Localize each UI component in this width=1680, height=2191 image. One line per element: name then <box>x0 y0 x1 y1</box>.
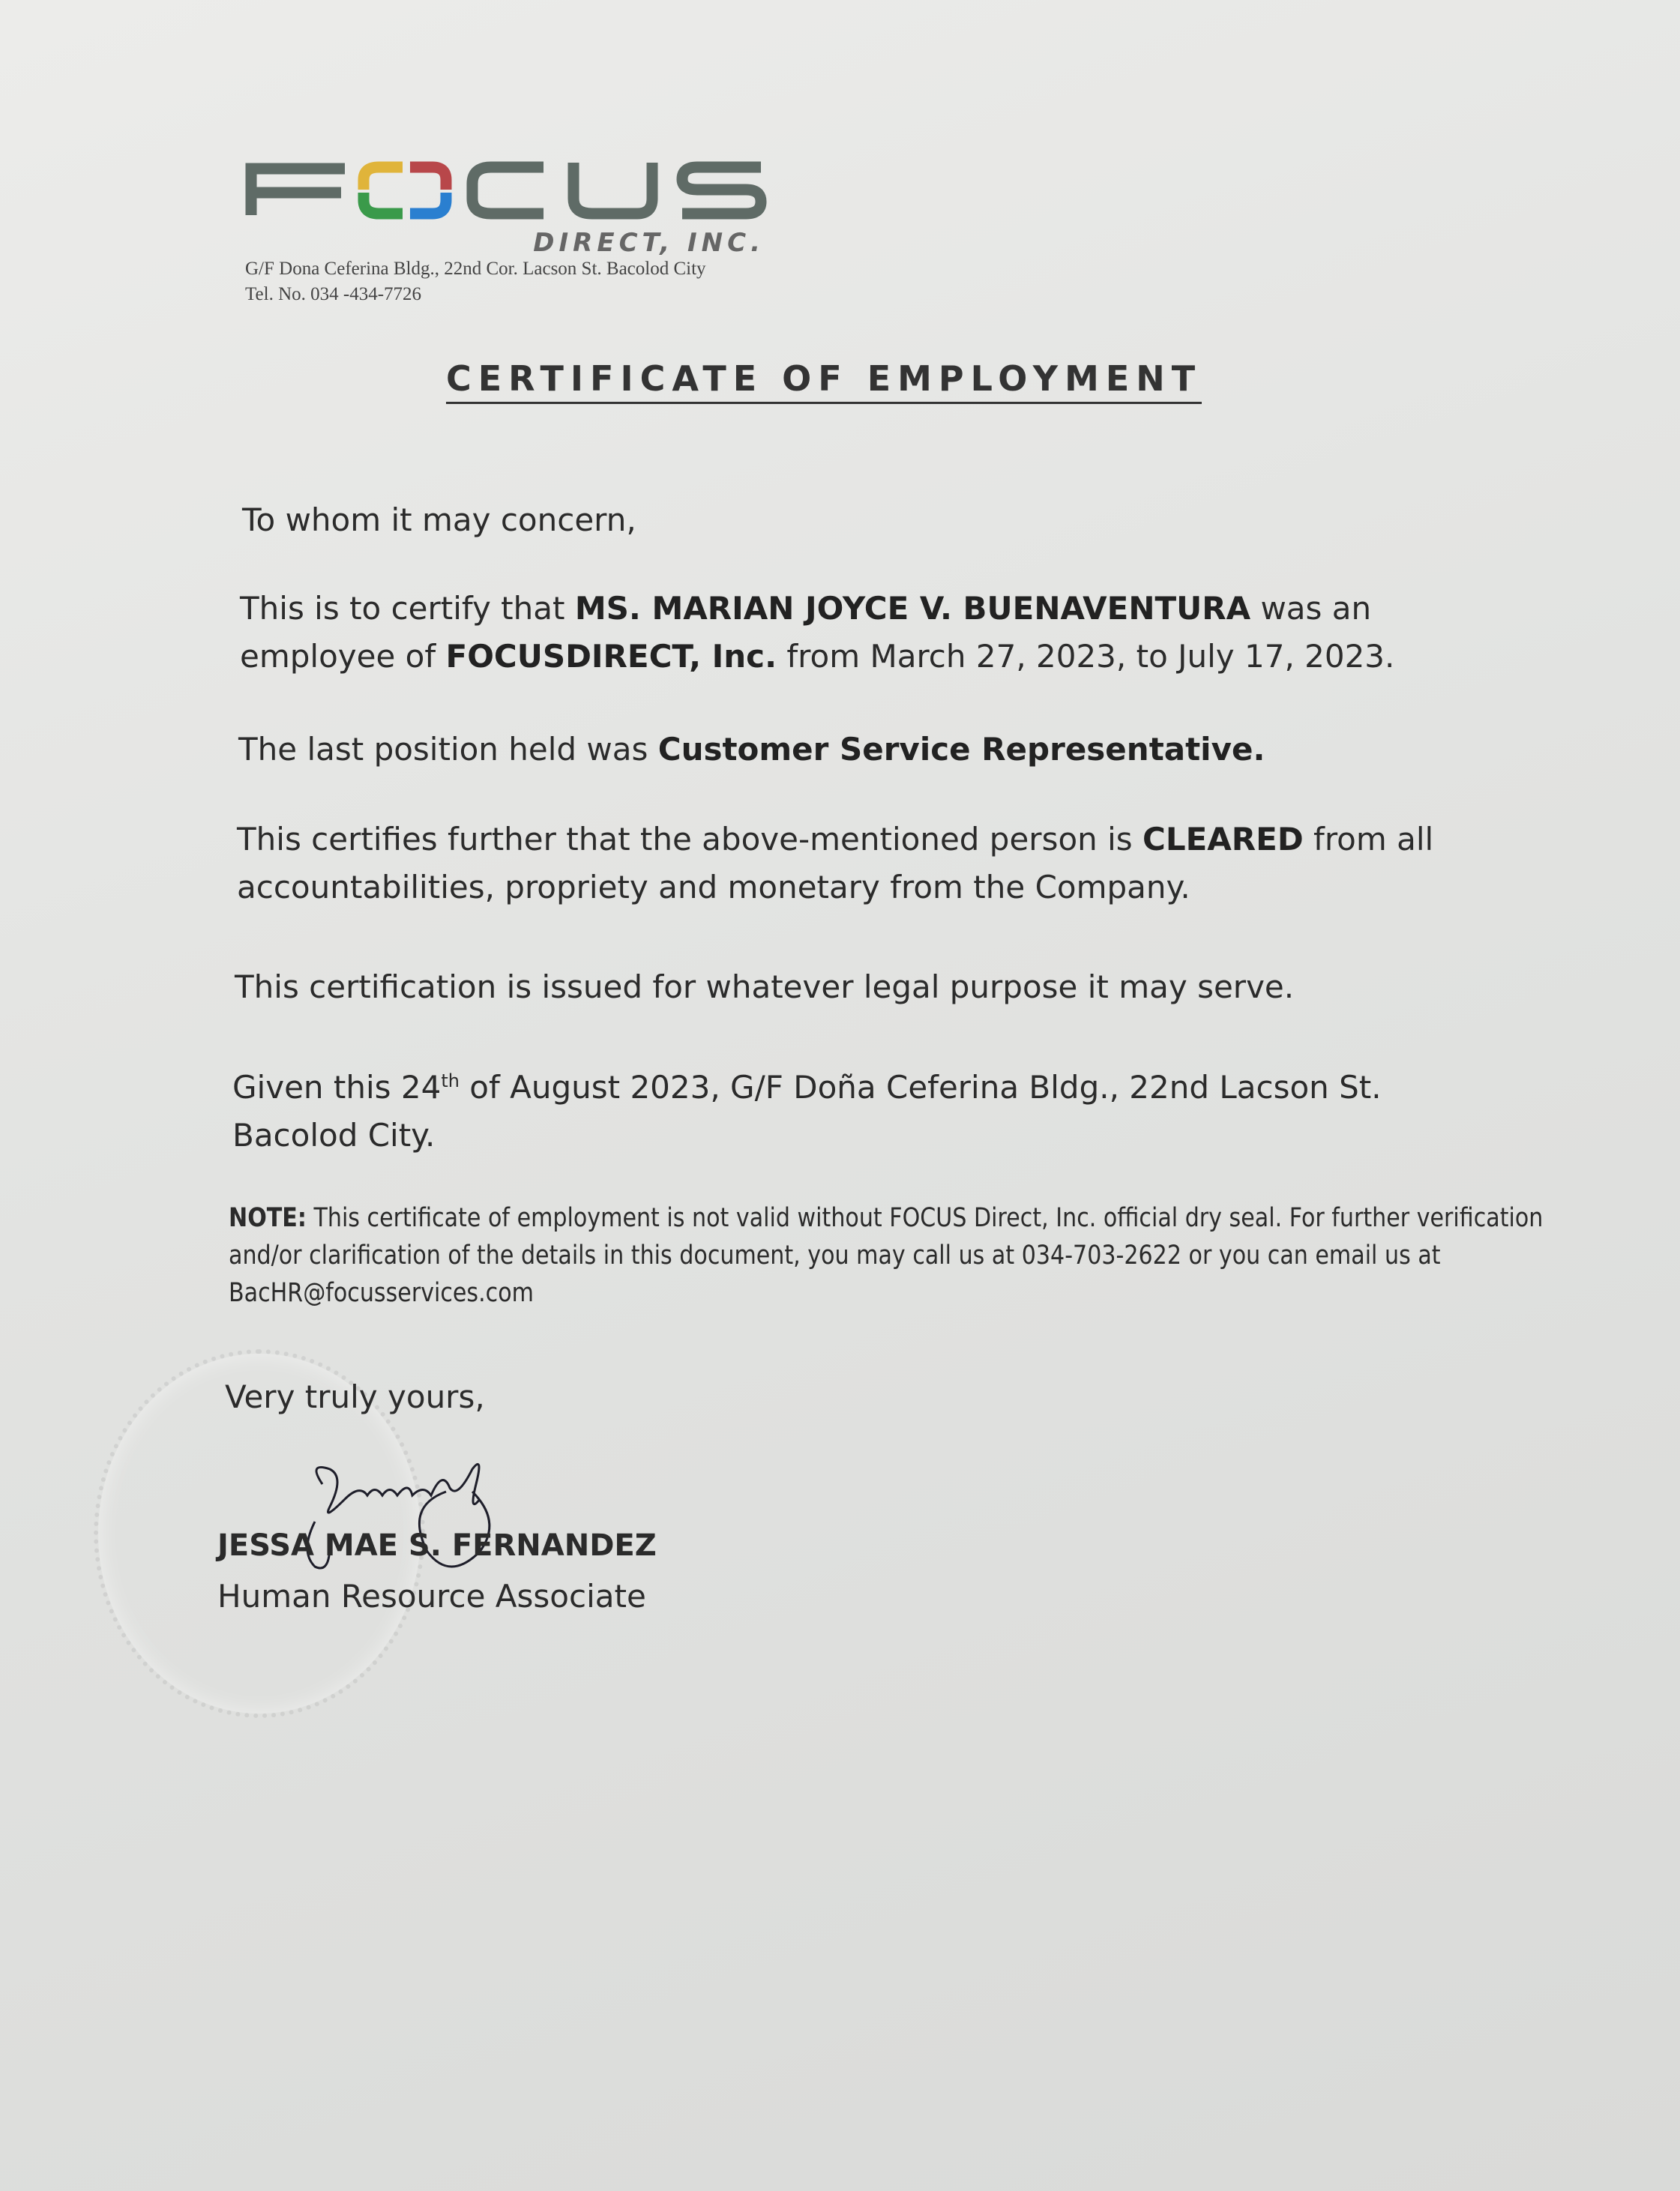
employment-dates: from March 27, 2023, to July 17, 2023. <box>777 638 1395 675</box>
signatory-role: Human Resource Associate <box>217 1578 646 1615</box>
document-title: CERTIFICATE OF EMPLOYMENT <box>446 358 1202 404</box>
logo-letter-o <box>364 167 446 214</box>
paragraph-given <box>232 1057 1477 1160</box>
position-title: Customer Service Representative. <box>657 731 1265 768</box>
note-paragraph <box>229 1199 1583 1312</box>
text: This is to certify that <box>240 590 575 627</box>
logo-letter-u <box>573 163 652 214</box>
clearance-status: CLEARED <box>1142 821 1304 858</box>
salutation: To whom it may concern, <box>242 501 636 538</box>
logo-letter-c <box>472 167 544 214</box>
letterhead-tel: Tel. No. 034 -434-7726 <box>245 284 422 304</box>
paragraph-position <box>238 726 1483 774</box>
closing: Very truly yours, <box>225 1378 485 1415</box>
logo-subtitle: DIRECT, INC. <box>533 228 765 258</box>
letterhead-address: G/F Dona Ceferina Bldg., 22nd Cor. Lacson St. Bacolod City <box>245 259 706 279</box>
paragraph-purpose: This certification is issued for whatever legal purpose it may serve. <box>235 968 1295 1005</box>
note-label: NOTE: <box>229 1203 307 1233</box>
text: This certifies further that the above-mentioned person is <box>237 821 1143 858</box>
paragraph-employment <box>240 585 1484 681</box>
logo-letter-f <box>251 169 345 215</box>
text: of August 2023, G/F Doña Ceferina Bldg., 22nd Lacson St. Bacolod City. <box>232 1069 1382 1154</box>
text: was an employee of <box>240 590 1372 675</box>
company-name: FOCUSDIRECT, Inc. <box>445 638 777 675</box>
logo-letter-s <box>682 167 761 214</box>
signatory-name: JESSA MAE S. FERNANDEZ <box>217 1528 657 1563</box>
ordinal-suffix: th <box>441 1070 460 1091</box>
note-text: This certificate of employment is not valid without FOCUS Direct, Inc. official dry seal. For further verification and/or clarification of the details in this document, you may call us at 034-703-2622 or you can email us at BacHR@focusservices.com <box>229 1203 1544 1308</box>
text: The last position held was <box>238 731 658 768</box>
letterhead-address-block <box>245 256 706 307</box>
employee-name: MS. MARIAN JOYCE V. BUENAVENTURA <box>574 590 1251 627</box>
paragraph-clearance <box>237 816 1481 911</box>
focus-direct-logo <box>244 154 768 259</box>
text: from all accountabilities, propriety and monetary from the Company. <box>237 821 1434 905</box>
text: Given this 24 <box>232 1069 442 1106</box>
